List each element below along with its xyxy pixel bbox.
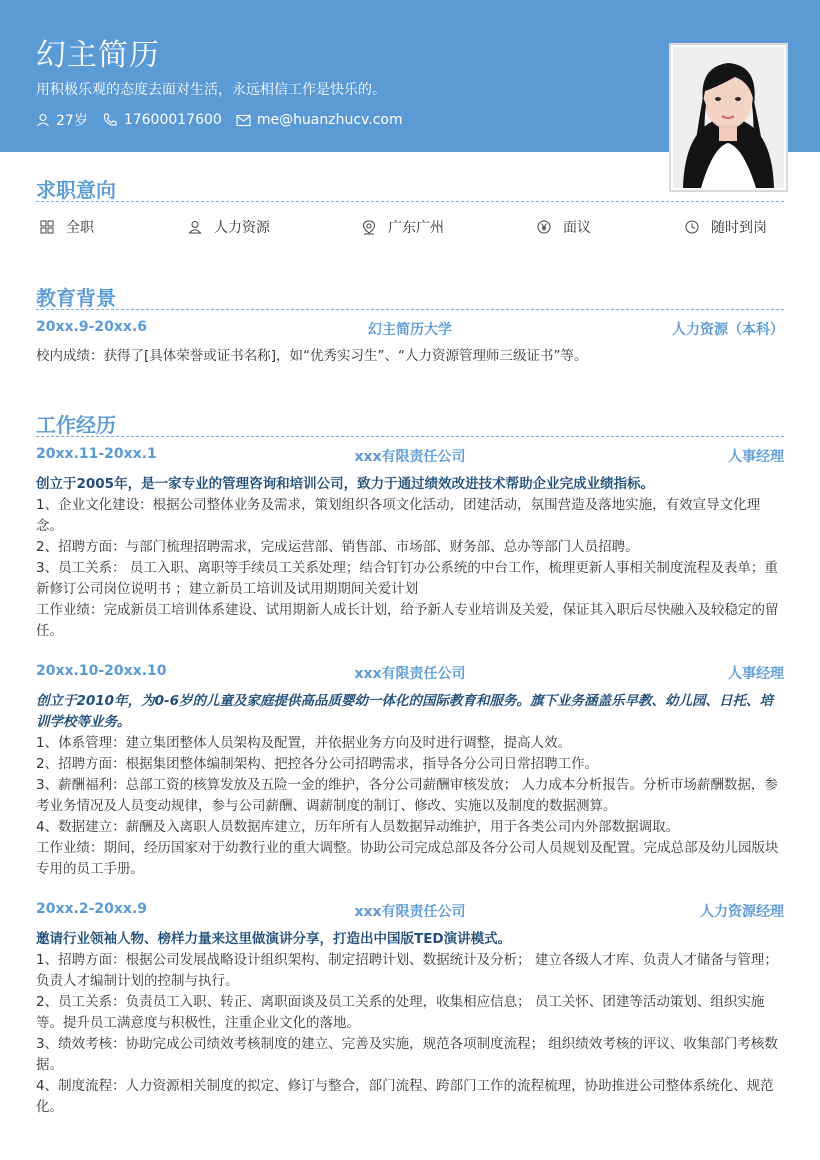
job-period: 20xx.10-20xx.10 [36, 663, 167, 679]
education-row [36, 319, 784, 339]
phone-value[interactable]: 17600017600 [123, 112, 222, 128]
job-company: xxx有限责任公司 [354, 666, 466, 682]
grid-icon [40, 220, 54, 234]
job-period: 20xx.11-20xx.1 [36, 446, 157, 462]
age-contact [36, 110, 88, 130]
intent-label: 广东广州 [388, 220, 444, 236]
yen-icon [537, 220, 551, 234]
job-role: 人力资源经理 [700, 904, 784, 920]
job-line: 1、体系管理：建立集团整体人员架构及配置，并依据业务方向及时进行调整，提高人效。 [36, 735, 572, 751]
job-line: 3、绩效考核：协助完成公司绩效考核制度的建立、完善及实施，规范各项制度流程； 组织绩效考核的评议、收集部门考核数据。 [36, 1036, 778, 1073]
email-contact [236, 112, 403, 128]
job-line: 3、薪酬福利：总部工资的核算发放及五险一金的维护，各分公司薪酬审核发放； 人力成本分析报告。分析市场薪酬数据，参考业务情况及人员变动规律，参与公司薪酬、调薪制度的制订、修改、实施以及制度的数据测算。 [36, 777, 778, 814]
person-icon [36, 113, 50, 127]
job-header [36, 446, 784, 466]
job-line: 1、企业文化建设：根据公司整体业务及需求，策划组织各项文化活动，团建活动，氛围营造及落地实施，有效宣导文化理念。 [36, 497, 761, 534]
clock-icon [685, 220, 699, 234]
intent-label: 全职 [66, 220, 94, 236]
section-title-work: 工作经历 [36, 413, 116, 437]
phone-contact [102, 112, 222, 128]
job-role: 人事经理 [728, 449, 784, 465]
motto: 用积极乐观的态度去面对生活，永远相信工作是快乐的。 [36, 82, 386, 98]
intent-row [36, 217, 784, 239]
profile-photo [669, 43, 788, 192]
intent-label: 人力资源 [214, 220, 270, 236]
job-summary: 创立于2005年，是一家专业的管理咨询和培训公司，致力于通过绩效改进技术帮助企业完成业绩指标。 [36, 476, 655, 492]
job-line: 工作业绩：完成新员工培训体系建设、试用期新人成长计划，给予新人专业培训及关爱，保证其入职后尽快融入及较稳定的留任。 [36, 602, 779, 639]
intent-label: 随时到岗 [711, 220, 767, 236]
job-line: 1、招聘方面：根据公司发展战略设计组织架构、制定招聘计划、数据统计及分析； 建立各级人才库、负责人才储备与管理； 负责人才编制计划的控制与执行。 [36, 952, 778, 989]
phone-icon [102, 112, 118, 128]
job-line: 2、员工关系：负责员工入职、转正、离职面谈及员工关系的处理，收集相应信息； 员工关怀、团建等活动策划、组织实施等。提升员工满意度与积极性，注重企业文化的落地。 [36, 994, 765, 1031]
education-school: 幻主简历大学 [368, 322, 452, 338]
job-company: xxx有限责任公司 [354, 904, 466, 920]
intent-item [685, 217, 767, 237]
contact-bar [36, 110, 417, 130]
job-header [36, 901, 784, 921]
intent-item [537, 217, 591, 237]
resume-name: 幻主简历 [36, 38, 160, 73]
email-value[interactable]: me@huanzhucv.com [256, 112, 403, 128]
job-header [36, 663, 784, 683]
section-title-intent: 求职意向 [36, 178, 116, 202]
education-major: 人力资源（本科） [672, 322, 784, 338]
section-divider [36, 436, 784, 437]
job-line: 4、数据建立：薪酬及入离职人员数据库建立，历年所有人员数据异动维护，用于各类公司内外部数据调取。 [36, 819, 680, 835]
job-summary: 邀请行业领袖人物、榜样力量来这里做演讲分享，打造出中国版TED演讲模式。 [36, 931, 512, 947]
section-divider [36, 309, 784, 310]
section-divider [36, 201, 784, 202]
mail-icon [236, 114, 251, 127]
portrait-image [673, 47, 784, 188]
job-period: 20xx.2-20xx.9 [36, 901, 148, 917]
location-icon [362, 220, 376, 235]
user-icon [188, 220, 202, 234]
job-line: 3、员工关系： 员工入职、离职等手续员工关系处理；结合钉钉办公系统的中台工作，梳理更新人事相关制度流程及表单；重新修订公司岗位说明书 ；建立新员工培训及试用期期间关爱计划 [36, 560, 778, 597]
job-summary: 创立于2010年，为0-6岁的儿童及家庭提供高品质婴幼一体化的国际教育和服务。旗下业务涵盖乐早教、幼儿园、日托、培训学校等业务。 [36, 693, 773, 730]
job-line: 2、招聘方面：根据集团整体编制架构、把控各分公司招聘需求，指导各分公司日常招聘工作。 [36, 756, 599, 772]
intent-item [40, 217, 94, 237]
job-line: 2、招聘方面：与部门梳理招聘需求，完成运营部、销售部、市场部、财务部、总办等部门人员招聘。 [36, 539, 639, 555]
education-detail: 校内成绩：获得了[具体荣誉或证书名称]，如“优秀实习生”、“人力资源管理师三级证书”等。 [36, 348, 588, 364]
job-line: 工作业绩：期间，经历国家对于幼教行业的重大调整。协助公司完成总部及各分公司人员规划及配置。完成总部及幼儿园版块专用的员工手册。 [36, 840, 779, 877]
intent-item [362, 217, 444, 237]
job-role: 人事经理 [728, 666, 784, 682]
age-value: 27岁 [56, 113, 88, 129]
intent-item [188, 217, 270, 237]
job-company: xxx有限责任公司 [354, 449, 466, 465]
section-title-education: 教育背景 [36, 286, 116, 310]
education-period: 20xx.9-20xx.6 [36, 319, 148, 335]
job-line: 4、制度流程：人力资源相关制度的拟定、修订与整合，部门流程、跨部门工作的流程梳理，协助推进公司整体系统化、规范化。 [36, 1078, 774, 1115]
intent-label: 面议 [563, 220, 591, 236]
